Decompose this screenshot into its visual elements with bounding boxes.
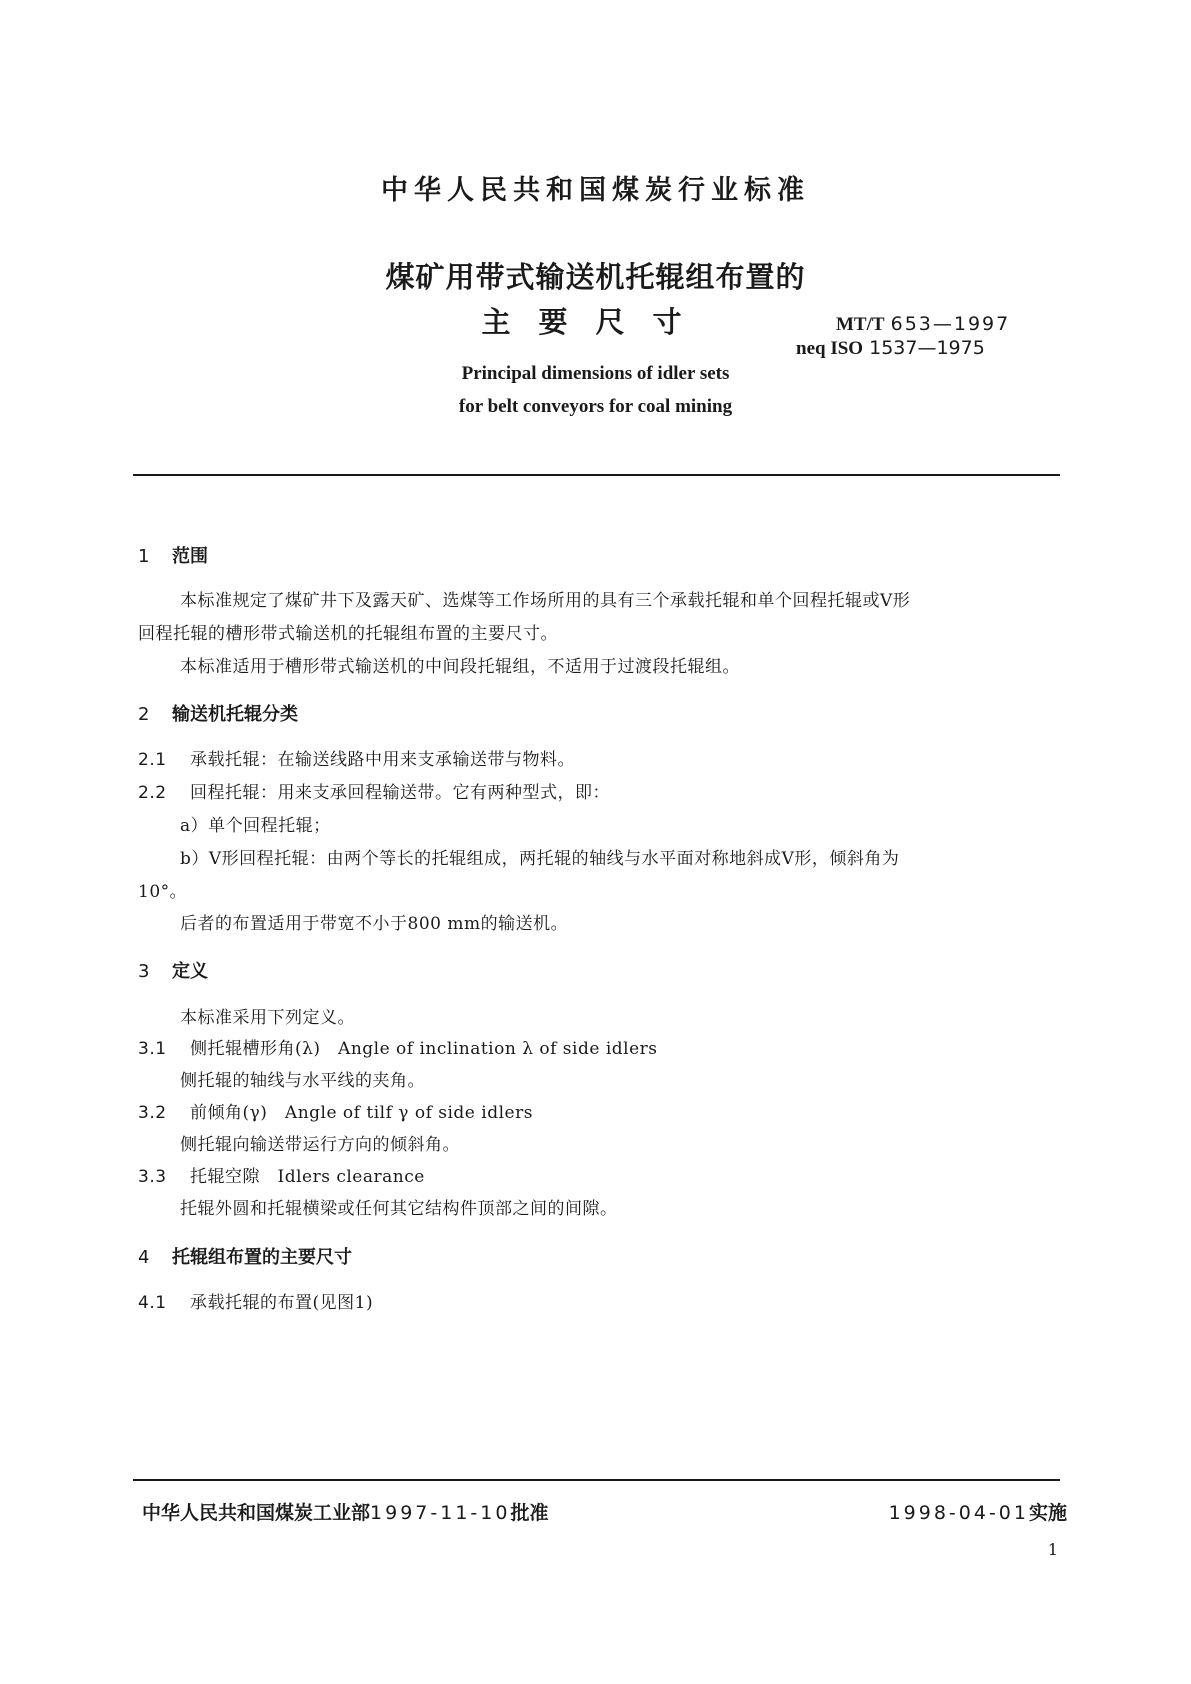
section-4-number: 4	[138, 1247, 150, 1268]
section-1-paragraph-1-line2: 回程托辊的槽形带式输送机的托辊组布置的主要尺寸。	[138, 624, 558, 644]
standard-code	[836, 313, 1010, 336]
section-3-intro: 本标准采用下列定义。	[180, 1008, 355, 1028]
clause-4-1-text: 承载托辊的布置(见图1)	[190, 1293, 374, 1313]
clause-2-2	[138, 778, 610, 803]
definition-3-2-term: 前倾角(γ) Angle of tilf γ of side idlers	[190, 1103, 533, 1123]
section-4-title: 托辊组布置的主要尺寸	[172, 1247, 352, 1268]
english-title-line2: for belt conveyors for coal mining	[458, 396, 733, 417]
section-1-paragraph-1-line1: 本标准规定了煤矿井下及露天矿、选煤等工作场所用的具有三个承载托辊和单个回程托辊或V形	[180, 591, 911, 611]
definition-3-1-term: 侧托辊槽形角(λ) Angle of inclination λ of side idlers	[190, 1039, 658, 1059]
definition-3-3-term: 托辊空隙 Idlers clearance	[190, 1167, 425, 1187]
standard-code-number: 653—1997	[890, 313, 1011, 335]
page-number: 1	[1047, 1540, 1058, 1559]
english-title-line1: Principal dimensions of idler sets	[461, 363, 730, 384]
section-1-paragraph-2: 本标准适用于槽形带式输送机的中间段托辊组，不适用于过渡段托辊组。	[180, 657, 740, 677]
clause-4-1-number: 4.1	[138, 1293, 167, 1313]
section-2-number: 2	[138, 704, 150, 725]
definition-3-2-text: 侧托辊向输送带运行方向的倾斜角。	[180, 1135, 460, 1155]
definition-3-2	[138, 1098, 533, 1123]
approval-date: 1997-11-10	[370, 1502, 511, 1524]
approval-info	[142, 1498, 548, 1525]
footer-divider	[133, 1479, 1060, 1481]
definition-3-1-number: 3.1	[138, 1039, 167, 1059]
header-divider	[133, 474, 1060, 476]
equivalent-standard-prefix: neq ISO	[796, 338, 864, 359]
definition-3-3-number: 3.3	[138, 1167, 167, 1187]
section-2-title: 输送机托辊分类	[172, 704, 298, 725]
section-1-number: 1	[138, 546, 150, 567]
section-2-heading	[138, 700, 298, 726]
clause-2-1	[138, 745, 575, 770]
section-1-title: 范围	[172, 546, 208, 567]
equivalent-standard	[796, 337, 985, 360]
definition-3-1	[138, 1034, 657, 1059]
effective-info	[889, 1498, 1067, 1525]
standard-category-title: 中华人民共和国煤炭行业标准	[381, 175, 810, 206]
clause-2-1-number: 2.1	[138, 750, 167, 770]
equivalent-standard-number: 1537—1975	[869, 337, 985, 359]
clause-2-2-text: 回程托辊：用来支承回程输送带。它有两种型式，即：	[190, 783, 610, 803]
definition-3-3	[138, 1162, 425, 1187]
definition-3-2-number: 3.2	[138, 1103, 167, 1123]
section-3-number: 3	[138, 961, 150, 982]
definition-3-3-text: 托辊外圆和托辊横梁或任何其它结构件顶部之间的间隙。	[180, 1199, 618, 1219]
definition-3-1-text: 侧托辊的轴线与水平线的夹角。	[180, 1071, 425, 1091]
clause-2-2-item-a: a）单个回程托辊；	[180, 816, 331, 836]
standard-code-prefix: MT/T	[836, 314, 885, 335]
section-3-title: 定义	[172, 961, 208, 982]
clause-2-note: 后者的布置适用于带宽不小于800 mm的输送机。	[180, 914, 569, 934]
document-title-line1: 煤矿用带式输送机托辊组布置的	[385, 260, 806, 294]
effective-suffix: 实施	[1028, 1502, 1067, 1524]
clause-2-2-number: 2.2	[138, 783, 167, 803]
clause-4-1	[138, 1288, 373, 1313]
section-4-heading	[138, 1243, 352, 1269]
section-1-heading	[138, 542, 208, 568]
clause-2-2-item-b-line1: b）V形回程托辊：由两个等长的托辊组成，两托辊的轴线与水平面对称地斜成V形，倾斜角为	[180, 849, 900, 869]
approval-org: 中华人民共和国煤炭工业部	[142, 1502, 371, 1524]
clause-2-1-text: 承载托辊：在输送线路中用来支承输送带与物料。	[190, 750, 575, 770]
approval-suffix: 批准	[510, 1502, 549, 1524]
effective-date: 1998-04-01	[888, 1502, 1029, 1524]
section-3-heading	[138, 957, 208, 983]
document-title-line2: 主要尺寸	[481, 305, 710, 339]
clause-2-2-item-b-line2: 10°。	[138, 882, 188, 902]
